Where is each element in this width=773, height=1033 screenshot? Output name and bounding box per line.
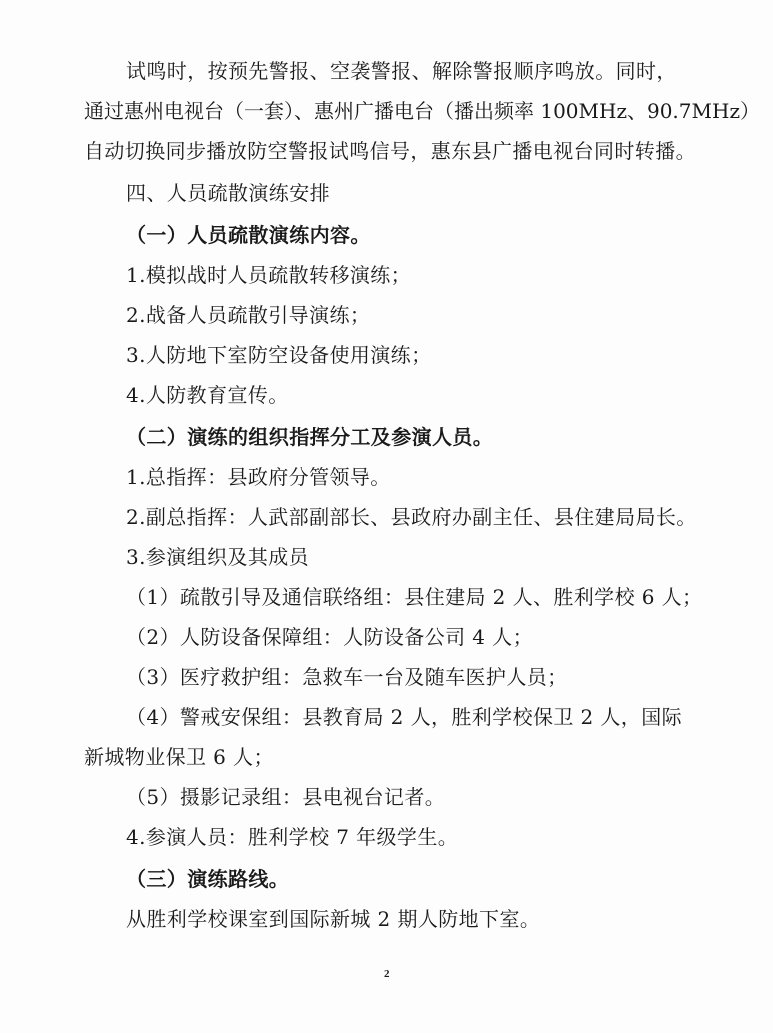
paragraph-line-2: 通过惠州电视台（一套）、惠州广播电台（播出频率 100MHz、90.7MHz） xyxy=(84,99,760,123)
subsection-heading-3: （三）演练路线。 xyxy=(126,867,290,891)
org-item-2: （2）人防设备保障组：人防设备公司 4 人； xyxy=(126,625,533,649)
page-number: 2 xyxy=(384,968,390,980)
paragraph-line-3: 自动切换同步播放防空警报试鸣信号，惠东县广播电视台同时转播。 xyxy=(84,139,696,163)
list-item-organizations: 3.参演组织及其成员 xyxy=(126,545,310,569)
section-heading-4: 四、人员疏散演练安排 xyxy=(126,181,330,205)
org-item-5: （5）摄影记录组：县电视台记者。 xyxy=(126,785,446,809)
list-item-participants: 4.参演人员：胜利学校 7 年级学生。 xyxy=(126,825,459,849)
subsection-heading-2: （二）演练的组织指挥分工及参演人员。 xyxy=(126,425,494,449)
org-item-4-continued: 新城物业保卫 6 人； xyxy=(84,745,274,769)
list-item-commander: 1.总指挥：县政府分管领导。 xyxy=(126,465,391,489)
list-item-2: 2.战备人员疏散引导演练； xyxy=(126,303,371,327)
list-item-3: 3.人防地下室防空设备使用演练； xyxy=(126,343,432,367)
list-item-4: 4.人防教育宣传。 xyxy=(126,383,289,407)
list-item-deputy-commander: 2.副总指挥：人武部副部长、县政府办副主任、县住建局局长。 xyxy=(126,505,697,529)
route-line: 从胜利学校课室到国际新城 2 期人防地下室。 xyxy=(126,907,541,931)
paragraph-line-1: 试鸣时，按预先警报、空袭警报、解除警报顺序鸣放。同时， xyxy=(126,59,677,83)
subsection-heading-1: （一）人员疏散演练内容。 xyxy=(126,223,371,247)
list-item-1: 1.模拟战时人员疏散转移演练； xyxy=(126,263,412,287)
org-item-1: （1）疏散引导及通信联络组：县住建局 2 人、胜利学校 6 人； xyxy=(126,585,703,609)
org-item-3: （3）医疗救护组：急救车一台及随车医护人员； xyxy=(126,665,568,689)
org-item-4: （4）警戒安保组：县教育局 2 人，胜利学校保卫 2 人，国际 xyxy=(126,705,683,729)
